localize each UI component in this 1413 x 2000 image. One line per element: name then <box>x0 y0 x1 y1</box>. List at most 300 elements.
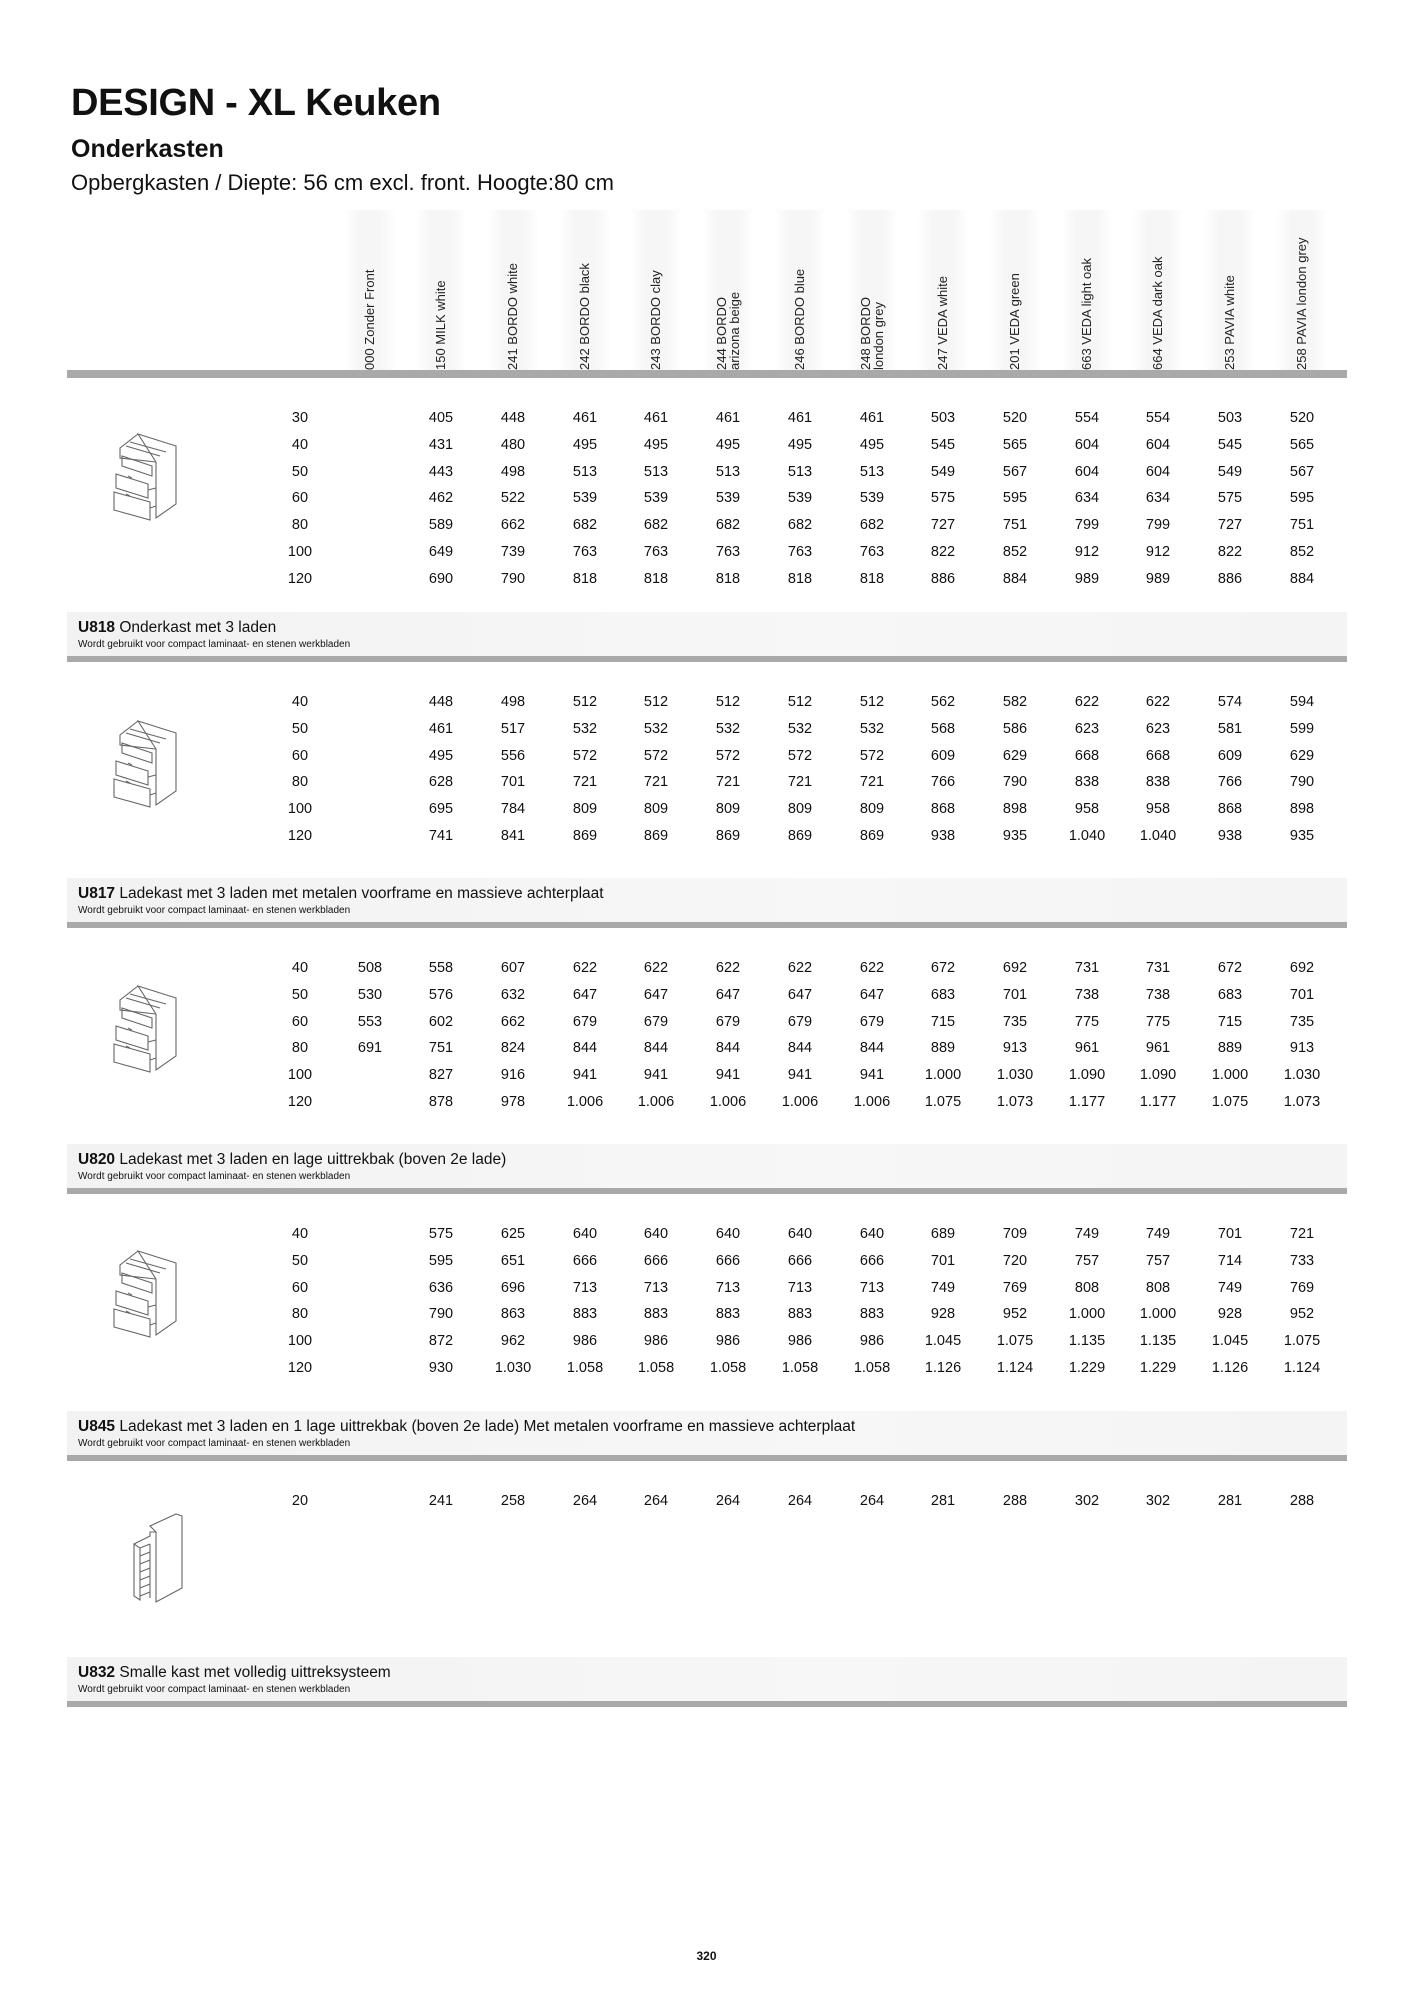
price-cell: 622 <box>572 960 598 976</box>
price-cell: 682 <box>787 517 813 534</box>
column-header-label <box>1008 273 1022 370</box>
price-cell: 912 <box>1145 544 1171 560</box>
price-cell: 958 <box>1074 801 1100 818</box>
price-cell: 938 <box>930 828 956 844</box>
price-cell: 986 <box>643 1333 669 1350</box>
price-cell: 978 <box>500 1094 526 1110</box>
price-cell: 751 <box>1289 517 1315 534</box>
price-cell: 565 <box>1289 436 1315 453</box>
price-cell: 1.090 <box>1068 1067 1106 1084</box>
price-cell: 586 <box>1002 720 1028 737</box>
price-cell: 572 <box>643 747 669 764</box>
price-cell: 741 <box>428 828 454 844</box>
column-header-text: 241 BORDO white <box>505 263 520 370</box>
price-cell: 913 <box>1002 1040 1028 1057</box>
price-cell: 790 <box>500 570 526 587</box>
price-cell: 512 <box>572 694 598 710</box>
price-cell: 607 <box>500 960 526 976</box>
column-header-row <box>0 205 1413 375</box>
price-cell: 649 <box>428 544 454 560</box>
price-cell: 683 <box>1217 986 1243 1003</box>
price-cell: 809 <box>643 801 669 818</box>
price-cell: 775 <box>1074 1013 1100 1030</box>
price-cell: 632 <box>500 986 526 1003</box>
price-cell: 775 <box>1145 1013 1171 1030</box>
price-cell: 1.073 <box>1283 1094 1321 1110</box>
price-cell: 1.135 <box>1139 1333 1177 1350</box>
price-cell: 913 <box>1289 1040 1315 1057</box>
table-row <box>0 721 1413 741</box>
price-cell: 883 <box>643 1306 669 1323</box>
price-cell: 575 <box>1217 490 1243 507</box>
column-header-248 <box>846 210 898 375</box>
price-cell: 763 <box>859 544 885 560</box>
price-cell: 883 <box>787 1306 813 1323</box>
price-cell: 727 <box>930 517 956 534</box>
price-cell: 692 <box>1289 960 1315 976</box>
width-cell: 60 <box>291 490 309 507</box>
price-cell: 818 <box>715 570 741 587</box>
width-cell: 50 <box>291 1252 309 1269</box>
price-cell: 883 <box>859 1306 885 1323</box>
price-cell: 869 <box>643 828 669 844</box>
width-cell: 50 <box>291 986 309 1003</box>
width-cell: 120 <box>287 1094 313 1110</box>
price-cell: 572 <box>572 747 598 764</box>
price-cell: 647 <box>859 986 885 1003</box>
price-cell: 302 <box>1145 1493 1171 1509</box>
price-cell: 844 <box>643 1040 669 1057</box>
price-cell: 822 <box>930 544 956 560</box>
column-header-text: 664 VEDA dark oak <box>1150 256 1165 370</box>
price-cell: 574 <box>1217 694 1243 710</box>
price-cell: 1.090 <box>1139 1067 1177 1084</box>
price-cell: 869 <box>787 828 813 844</box>
price-cell: 241 <box>428 1493 454 1509</box>
price-cell: 818 <box>572 570 598 587</box>
price-cell: 713 <box>715 1279 741 1296</box>
price-cell: 809 <box>572 801 598 818</box>
price-cell: 575 <box>428 1226 454 1242</box>
price-cell: 520 <box>1002 410 1028 426</box>
price-cell: 461 <box>428 720 454 737</box>
price-cell: 701 <box>930 1252 956 1269</box>
price-cell: 622 <box>1145 694 1171 710</box>
price-cell: 666 <box>859 1252 885 1269</box>
price-cell: 1.030 <box>494 1360 532 1376</box>
price-cell: 808 <box>1145 1279 1171 1296</box>
table-row <box>0 828 1413 848</box>
price-cell: 1.124 <box>1283 1360 1321 1376</box>
price-cell: 683 <box>930 986 956 1003</box>
price-cell: 662 <box>500 517 526 534</box>
price-cell: 884 <box>1002 570 1028 587</box>
column-header-label <box>506 263 520 370</box>
width-cell: 40 <box>291 436 309 453</box>
column-header-242 <box>559 210 611 375</box>
product-note: Wordt gebruikt voor compact laminaat- en stenen werkbladen <box>78 1438 351 1449</box>
table-row <box>0 490 1413 510</box>
price-cell: 844 <box>572 1040 598 1057</box>
product-caption <box>67 1144 1347 1188</box>
table-row <box>0 801 1413 821</box>
price-cell: 721 <box>572 774 598 791</box>
narrow-pullout-cabinet-icon <box>128 1508 188 1613</box>
price-cell: 721 <box>1289 1226 1315 1242</box>
product-note: Wordt gebruikt voor compact laminaat- en stenen werkbladen <box>78 1684 351 1695</box>
price-cell: 1.058 <box>566 1360 604 1376</box>
price-cell: 928 <box>930 1306 956 1323</box>
width-cell: 60 <box>291 747 309 764</box>
product-code: U820 <box>78 1151 116 1168</box>
column-header-text: 253 PAVIA white <box>1222 275 1237 370</box>
price-cell: 532 <box>715 720 741 737</box>
price-cell: 549 <box>930 463 956 480</box>
width-cell: 80 <box>291 774 309 791</box>
product-caption <box>67 612 1347 656</box>
product-code: U845 <box>78 1418 116 1435</box>
price-cell: 1.000 <box>1211 1067 1249 1084</box>
price-cell: 512 <box>715 694 741 710</box>
price-cell: 443 <box>428 463 454 480</box>
price-cell: 264 <box>715 1493 741 1509</box>
price-cell: 672 <box>930 960 956 976</box>
price-cell: 1.126 <box>1211 1360 1249 1376</box>
price-cell: 989 <box>1074 570 1100 587</box>
price-cell: 989 <box>1145 570 1171 587</box>
column-header-label <box>936 276 950 370</box>
price-cell: 1.045 <box>924 1333 962 1350</box>
price-cell: 799 <box>1145 517 1171 534</box>
price-cell: 512 <box>859 694 885 710</box>
price-cell: 517 <box>500 720 526 737</box>
product-name: Smalle kast met volledig uittreksysteem <box>119 1664 391 1681</box>
price-cell: 495 <box>715 436 741 453</box>
width-cell: 80 <box>291 1040 309 1057</box>
price-cell: 766 <box>1217 774 1243 791</box>
price-cell: 713 <box>859 1279 885 1296</box>
price-cell: 790 <box>1002 774 1028 791</box>
price-cell: 898 <box>1002 801 1028 818</box>
price-cell: 1.058 <box>781 1360 819 1376</box>
price-cell: 666 <box>643 1252 669 1269</box>
price-cell: 935 <box>1002 828 1028 844</box>
price-cell: 554 <box>1145 410 1171 426</box>
column-header-label <box>1151 257 1165 370</box>
price-cell: 634 <box>1074 490 1100 507</box>
price-cell: 941 <box>715 1067 741 1084</box>
price-cell: 720 <box>1002 1252 1028 1269</box>
table-row <box>0 1333 1413 1353</box>
product-title <box>78 885 604 903</box>
price-cell: 928 <box>1217 1306 1243 1323</box>
price-cell: 799 <box>1074 517 1100 534</box>
table-row <box>0 517 1413 537</box>
price-cell: 666 <box>572 1252 598 1269</box>
column-header-label <box>649 270 663 370</box>
price-cell: 575 <box>930 490 956 507</box>
price-cell: 769 <box>1002 1279 1028 1296</box>
price-cell: 738 <box>1145 986 1171 1003</box>
section-subtitle: Onderkasten <box>71 135 224 163</box>
column-header-text: 248 BORDO <box>858 297 873 370</box>
width-cell: 50 <box>291 720 309 737</box>
price-cell: 629 <box>1002 747 1028 764</box>
price-cell: 629 <box>1289 747 1315 764</box>
price-cell: 513 <box>643 463 669 480</box>
price-cell: 288 <box>1002 1493 1028 1509</box>
table-row <box>0 987 1413 1007</box>
price-cell: 883 <box>715 1306 741 1323</box>
price-cell: 461 <box>715 410 741 426</box>
price-cell: 808 <box>1074 1279 1100 1296</box>
table-row <box>0 1094 1413 1114</box>
product-title <box>78 1664 391 1682</box>
product-name: Ladekast met 3 laden en lage uittrekbak (boven 2e lade) <box>119 1151 507 1168</box>
price-cell: 662 <box>500 1013 526 1030</box>
column-header-text: 243 BORDO clay <box>648 270 663 370</box>
price-cell: 668 <box>1074 747 1100 764</box>
table-row <box>0 410 1413 430</box>
price-cell: 595 <box>1002 490 1028 507</box>
price-cell: 790 <box>1289 774 1315 791</box>
price-cell: 503 <box>930 410 956 426</box>
price-cell: 844 <box>859 1040 885 1057</box>
price-cell: 912 <box>1074 544 1100 560</box>
column-header-text: 258 PAVIA london grey <box>1294 237 1309 370</box>
width-cell: 100 <box>287 1333 313 1350</box>
column-header-253 <box>1204 210 1256 375</box>
width-cell: 50 <box>291 463 309 480</box>
price-cell: 1.177 <box>1068 1094 1106 1110</box>
price-cell: 532 <box>859 720 885 737</box>
column-header-663 <box>1061 210 1113 375</box>
price-cell: 1.075 <box>996 1333 1034 1350</box>
price-cell: 647 <box>715 986 741 1003</box>
price-cell: 512 <box>787 694 813 710</box>
page-number: 320 <box>696 1949 717 1963</box>
column-header-label <box>793 269 807 370</box>
column-header-243 <box>630 210 682 375</box>
column-header-text: arizona beige <box>727 291 742 370</box>
product-title <box>78 619 276 637</box>
table-row <box>0 1226 1413 1246</box>
table-row <box>0 1493 1413 1513</box>
price-cell: 623 <box>1145 720 1171 737</box>
price-cell: 461 <box>572 410 598 426</box>
price-cell: 281 <box>930 1493 956 1509</box>
price-cell: 1.006 <box>637 1094 675 1110</box>
product-name: Onderkast met 3 laden <box>119 619 277 636</box>
price-cell: 679 <box>859 1013 885 1030</box>
price-cell: 739 <box>500 544 526 560</box>
price-cell: 651 <box>500 1252 526 1269</box>
column-header-150 <box>415 210 467 375</box>
price-cell: 986 <box>572 1333 598 1350</box>
width-cell: 40 <box>291 960 309 976</box>
price-cell: 539 <box>787 490 813 507</box>
column-header-247 <box>917 210 969 375</box>
column-header-241 <box>487 210 539 375</box>
price-cell: 738 <box>1074 986 1100 1003</box>
width-cell: 80 <box>291 517 309 534</box>
price-cell: 852 <box>1289 544 1315 560</box>
price-cell: 1.126 <box>924 1360 962 1376</box>
section-divider <box>67 1701 1347 1707</box>
price-cell: 622 <box>859 960 885 976</box>
column-header-258 <box>1276 210 1328 375</box>
product-name: Ladekast met 3 laden en 1 lage uittrekbak (boven 2e lade) Met metalen voorframe en massieve achterplaat <box>119 1418 856 1435</box>
column-header-text: 246 BORDO blue <box>792 268 807 370</box>
price-cell: 766 <box>930 774 956 791</box>
column-header-text: 150 MILK white <box>433 280 448 370</box>
product-title <box>78 1418 855 1436</box>
table-row <box>0 571 1413 591</box>
price-cell: 889 <box>930 1040 956 1057</box>
price-cell: 916 <box>500 1067 526 1084</box>
price-cell: 886 <box>1217 570 1243 587</box>
table-row <box>0 1360 1413 1380</box>
price-cell: 520 <box>1289 410 1315 426</box>
price-cell: 818 <box>787 570 813 587</box>
price-cell: 498 <box>500 463 526 480</box>
price-cell: 264 <box>859 1493 885 1509</box>
price-cell: 751 <box>428 1040 454 1057</box>
price-cell: 769 <box>1289 1279 1315 1296</box>
price-cell: 691 <box>357 1040 383 1057</box>
price-cell: 852 <box>1002 544 1028 560</box>
price-cell: 622 <box>715 960 741 976</box>
price-cell: 1.006 <box>566 1094 604 1110</box>
price-cell: 735 <box>1002 1013 1028 1030</box>
column-header-text: london grey <box>871 302 886 370</box>
price-cell: 640 <box>787 1226 813 1242</box>
price-cell: 763 <box>572 544 598 560</box>
column-header-text: 201 VEDA green <box>1007 273 1022 370</box>
price-cell: 461 <box>643 410 669 426</box>
price-cell: 1.040 <box>1139 828 1177 844</box>
price-cell: 568 <box>930 720 956 737</box>
price-cell: 986 <box>859 1333 885 1350</box>
price-cell: 461 <box>859 410 885 426</box>
price-cell: 961 <box>1145 1040 1171 1057</box>
price-cell: 562 <box>930 694 956 710</box>
price-cell: 757 <box>1145 1252 1171 1269</box>
price-cell: 545 <box>930 436 956 453</box>
width-cell: 60 <box>291 1013 309 1030</box>
price-cell: 448 <box>428 694 454 710</box>
price-cell: 1.000 <box>1139 1306 1177 1323</box>
price-cell: 622 <box>643 960 669 976</box>
price-cell: 889 <box>1217 1040 1243 1057</box>
price-cell: 763 <box>787 544 813 560</box>
table-row <box>0 1253 1413 1273</box>
price-cell: 679 <box>643 1013 669 1030</box>
price-cell: 576 <box>428 986 454 1003</box>
price-cell: 532 <box>572 720 598 737</box>
price-cell: 1.000 <box>1068 1306 1106 1323</box>
table-row <box>0 464 1413 484</box>
price-cell: 986 <box>715 1333 741 1350</box>
price-cell: 448 <box>500 410 526 426</box>
price-cell: 844 <box>715 1040 741 1057</box>
column-header-label <box>715 292 741 370</box>
price-cell: 690 <box>428 570 454 587</box>
price-cell: 513 <box>859 463 885 480</box>
price-cell: 595 <box>428 1252 454 1269</box>
price-cell: 1.075 <box>1283 1333 1321 1350</box>
table-row <box>0 1040 1413 1060</box>
price-cell: 647 <box>787 986 813 1003</box>
price-cell: 701 <box>500 774 526 791</box>
price-cell: 281 <box>1217 1493 1243 1509</box>
price-cell: 731 <box>1145 960 1171 976</box>
price-cell: 714 <box>1217 1252 1243 1269</box>
price-cell: 733 <box>1289 1252 1315 1269</box>
price-cell: 640 <box>572 1226 598 1242</box>
price-cell: 692 <box>1002 960 1028 976</box>
price-cell: 715 <box>930 1013 956 1030</box>
price-cell: 784 <box>500 801 526 818</box>
column-header-label <box>859 297 885 370</box>
price-cell: 941 <box>787 1067 813 1084</box>
column-header-000 <box>344 210 396 375</box>
price-cell: 749 <box>1145 1226 1171 1242</box>
product-title <box>78 1151 506 1169</box>
price-cell: 962 <box>500 1333 526 1350</box>
price-cell: 622 <box>787 960 813 976</box>
product-note: Wordt gebruikt voor compact laminaat- en stenen werkbladen <box>78 1171 351 1182</box>
price-cell: 682 <box>572 517 598 534</box>
price-cell: 809 <box>859 801 885 818</box>
column-header-244 <box>702 210 754 375</box>
price-cell: 623 <box>1074 720 1100 737</box>
width-cell: 100 <box>287 801 313 818</box>
price-cell: 824 <box>500 1040 526 1057</box>
price-cell: 539 <box>572 490 598 507</box>
price-cell: 539 <box>859 490 885 507</box>
column-header-label <box>1223 275 1237 370</box>
price-cell: 264 <box>643 1493 669 1509</box>
price-cell: 647 <box>572 986 598 1003</box>
price-cell: 727 <box>1217 517 1243 534</box>
width-cell: 20 <box>291 1493 309 1509</box>
column-header-text: 247 VEDA white <box>935 276 950 370</box>
product-note: Wordt gebruikt voor compact laminaat- en stenen werkbladen <box>78 905 351 916</box>
product-caption <box>67 878 1347 922</box>
price-cell: 431 <box>428 436 454 453</box>
table-row <box>0 1014 1413 1034</box>
price-cell: 495 <box>428 747 454 764</box>
price-cell: 844 <box>787 1040 813 1057</box>
price-cell: 1.229 <box>1068 1360 1106 1376</box>
price-cell: 567 <box>1289 463 1315 480</box>
section-divider <box>67 1455 1347 1461</box>
width-cell: 40 <box>291 1226 309 1242</box>
width-cell: 40 <box>291 694 309 710</box>
price-cell: 640 <box>715 1226 741 1242</box>
price-cell: 941 <box>643 1067 669 1084</box>
price-cell: 604 <box>1074 436 1100 453</box>
section-divider <box>67 922 1347 928</box>
price-cell: 701 <box>1002 986 1028 1003</box>
price-cell: 682 <box>859 517 885 534</box>
product-name: Ladekast met 3 laden met metalen voorframe en massieve achterplaat <box>119 885 604 902</box>
price-cell: 1.075 <box>924 1094 962 1110</box>
price-cell: 595 <box>1289 490 1315 507</box>
price-cell: 556 <box>500 747 526 764</box>
table-row <box>0 1306 1413 1326</box>
